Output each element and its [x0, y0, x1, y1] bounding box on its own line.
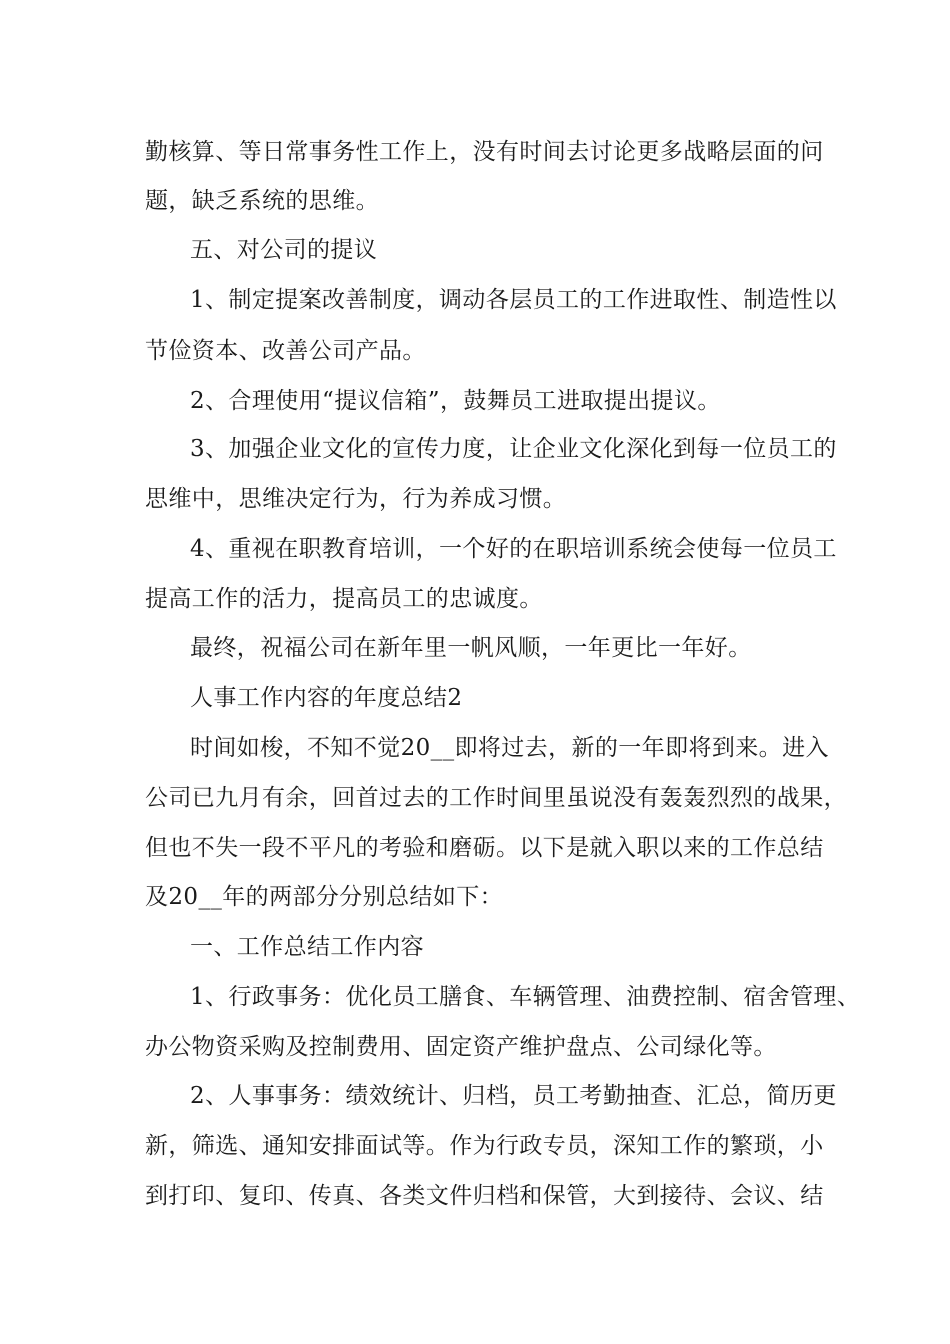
text-line: 新，筛选、通知安排面试等。作为行政专员，深知工作的繁琐，小 — [145, 1133, 824, 1159]
text-line: 思维中，思维决定行为，行为养成习惯。 — [145, 486, 567, 512]
text-line: 节俭资本、改善公司产品。 — [145, 338, 426, 364]
text-line: 3、加强企业文化的宣传力度，让企业文化深化到每一位员工的 — [190, 436, 837, 462]
text-line: 公司已九月有余，回首过去的工作时间里虽说没有轰轰烈烈的战果， — [145, 785, 847, 811]
text-line: 到打印、复印、传真、各类文件归档和保管，大到接待、会议、结 — [145, 1183, 824, 1209]
text-line: 1、行政事务：优化员工膳食、车辆管理、油费控制、宿舍管理、 — [190, 984, 861, 1010]
text-line: 4、重视在职教育培训，一个好的在职培训系统会使每一位员工 — [190, 536, 837, 562]
text-line: 时间如梭，不知不觉20__即将过去，新的一年即将到来。进入 — [190, 735, 829, 761]
text-line: 办公物资采购及控制费用、固定资产维护盘点、公司绿化等。 — [145, 1034, 777, 1060]
text-line: 最终，祝福公司在新年里一帆风顺，一年更比一年好。 — [190, 635, 752, 661]
text-line: 勤核算、等日常事务性工作上，没有时间去讨论更多战略层面的问 — [145, 139, 824, 165]
text-line: 2、人事事务：绩效统计、归档，员工考勤抽查、汇总，简历更 — [190, 1083, 837, 1109]
text-line: 2、合理使用“提议信箱”，鼓舞员工进取提出提议。 — [190, 388, 721, 414]
text-line: 但也不失一段不平凡的考验和磨砺。以下是就入职以来的工作总结 — [145, 835, 824, 861]
text-line: 及20__年的两部分分别总结如下： — [145, 884, 504, 910]
document-subtitle: 人事工作内容的年度总结2 — [190, 685, 463, 711]
text-line: 题，缺乏系统的思维。 — [145, 188, 379, 214]
section-heading: 五、对公司的提议 — [190, 237, 378, 263]
section-heading: 一、工作总结工作内容 — [190, 934, 424, 960]
text-line: 提高工作的活力，提高员工的忠诚度。 — [145, 586, 543, 612]
text-line: 1、制定提案改善制度，调动各层员工的工作进取性、制造性以 — [190, 287, 837, 313]
